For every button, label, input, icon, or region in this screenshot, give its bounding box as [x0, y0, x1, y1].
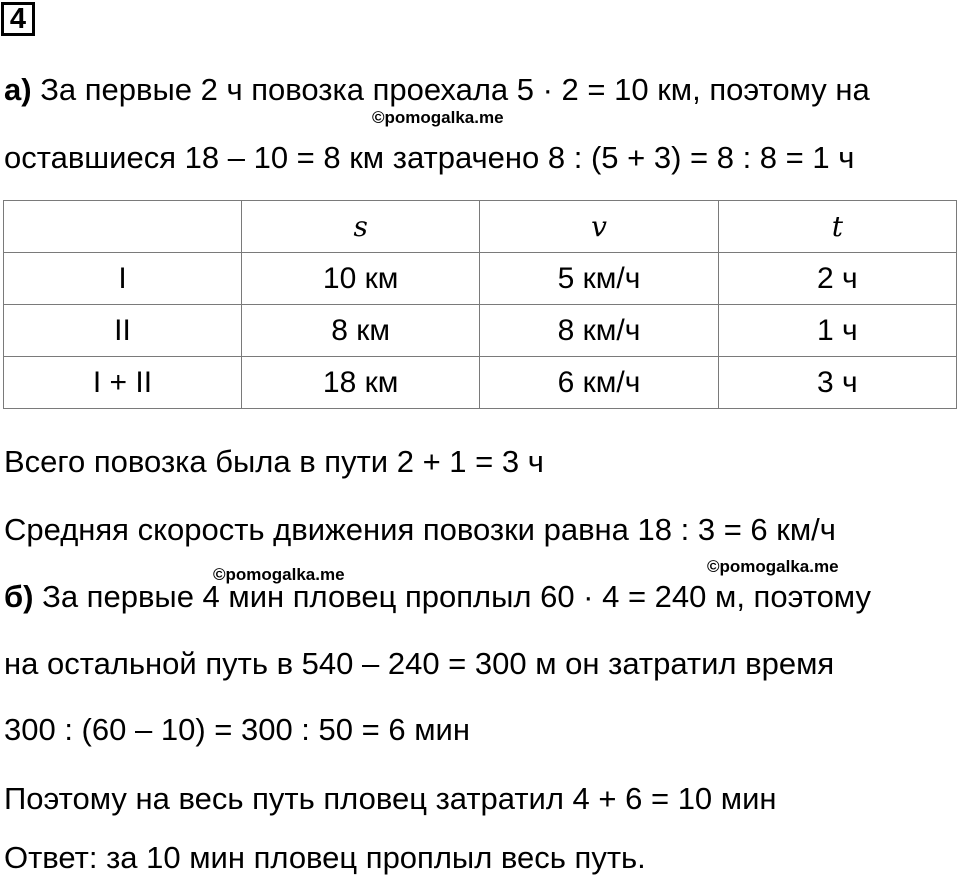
watermark-1: ©pomogalka.me — [372, 108, 504, 127]
part-b-label: б) — [4, 579, 34, 614]
table-cell: 6 км/ч — [480, 357, 718, 409]
part-b-line-2: на остальной путь в 540 – 240 = 300 м он затратил время — [4, 646, 835, 681]
average-speed-line: Средняя скорость движения повозки равна 18 : 3 = 6 км/ч — [4, 512, 836, 547]
table-cell: 8 км/ч — [480, 305, 718, 357]
part-b-line-1-text: За первые 4 мин пловец проплыл 60 · 4 = 240 м, поэтому — [33, 579, 871, 614]
table-row — [4, 357, 957, 409]
part-a-label: а) — [4, 72, 32, 107]
solution-table — [3, 200, 957, 409]
table-row — [4, 305, 957, 357]
part-a-line-1-text: За первые 2 ч повозка проехала 5 · 2 = 10 км, поэтому на — [31, 72, 870, 107]
part-b-line-4: Поэтому на весь путь пловец затратил 4 + 6 = 10 мин — [4, 781, 777, 816]
table-cell: 18 км — [242, 357, 480, 409]
table-header-cell — [4, 201, 242, 253]
table-cell: 2 ч — [718, 253, 956, 305]
table-cell: 5 км/ч — [480, 253, 718, 305]
table-cell: 3 ч — [718, 357, 956, 409]
total-time-line: Всего повозка была в пути 2 + 1 = 3 ч — [4, 444, 544, 479]
table-header-speed: v — [480, 201, 718, 253]
part-b-line-1 — [4, 577, 871, 617]
watermark-3: ©pomogalka.me — [213, 565, 345, 584]
part-b-line-3: 300 : (60 – 10) = 300 : 50 = 6 мин — [4, 712, 470, 747]
answer-line: Ответ: за 10 мин пловец проплыл весь путь. — [4, 840, 646, 875]
task-number: 4 — [1, 2, 35, 36]
watermark-2: ©pomogalka.me — [707, 557, 839, 576]
table-cell: 1 ч — [718, 305, 956, 357]
table-cell: II — [4, 305, 242, 357]
table-header-time: t — [718, 201, 956, 253]
table-cell: 10 км — [242, 253, 480, 305]
table-cell: 8 км — [242, 305, 480, 357]
table-cell: I + II — [4, 357, 242, 409]
part-a-line-1 — [4, 70, 870, 110]
table-header-row — [4, 201, 957, 253]
table-cell: I — [4, 253, 242, 305]
table-header-distance: s — [242, 201, 480, 253]
table-row — [4, 253, 957, 305]
part-a-line-2: оставшиеся 18 – 10 = 8 км затрачено 8 : (5 + 3) = 8 : 8 = 1 ч — [4, 140, 855, 175]
